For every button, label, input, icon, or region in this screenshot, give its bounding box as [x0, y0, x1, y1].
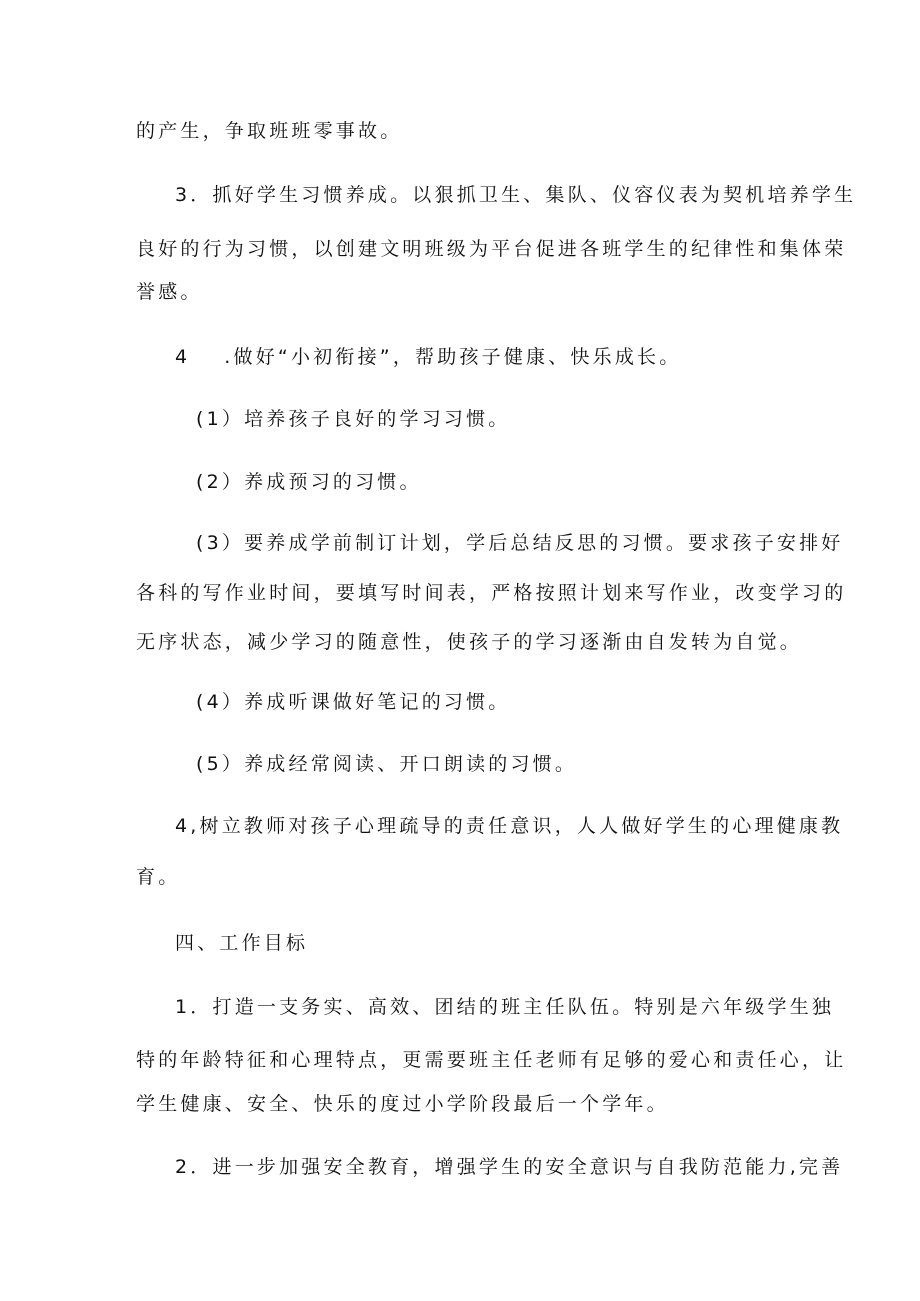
text-line: 良好的行为习惯，以创建文明班级为平台促进各班学生的纪律性和集体荣	[136, 238, 847, 260]
text-line: 誉感。	[136, 281, 203, 303]
text-line: 1．打造一支务实、高效、团结的班主任队伍。特别是六年级学生独	[175, 996, 835, 1018]
text-line: (3）要养成学前制订计划，学后总结反思的习惯。要求孩子安排好	[196, 532, 844, 554]
text-line: 各科的写作业时间，要填写时间表，严格按照计划来写作业，改变学习的	[136, 582, 847, 604]
text-line: (1）培养孩子良好的学习习惯。	[196, 408, 511, 430]
text-line: 育。	[136, 866, 181, 888]
item-number: 4	[175, 346, 191, 368]
text-line: (2）养成预习的习惯。	[196, 471, 422, 493]
text-line-numbered	[175, 344, 681, 370]
text-line: 学生健康、安全、快乐的度过小学阶段最后一个学年。	[136, 1093, 669, 1115]
text-line: 4,树立教师对孩子心理疏导的责任意识，人人做好学生的心理健康教	[175, 815, 844, 837]
section-heading: 四、工作目标	[175, 932, 309, 954]
text-line: 特的年龄特征和心理特点，更需要班主任老师有足够的爱心和责任心，让	[136, 1049, 847, 1071]
text-line: 2．进一步加强安全教育，增强学生的安全意识与自我防范能力,完善	[175, 1156, 844, 1178]
text-line: 无序状态，减少学习的随意性，使孩子的学习逐渐由自发转为自觉。	[136, 631, 803, 653]
item-text: .做好“小初衔接”，帮助孩子健康、快乐成长。	[224, 346, 682, 368]
text-line: 3．抓好学生习惯养成。以狠抓卫生、集队、仪容仪表为契机培养学生	[175, 184, 857, 206]
text-line: 的产生，争取班班零事故。	[136, 120, 403, 142]
text-line: (4）养成听课做好笔记的习惯。	[196, 691, 511, 713]
text-line: (5）养成经常阅读、开口朗读的习惯。	[196, 753, 578, 775]
